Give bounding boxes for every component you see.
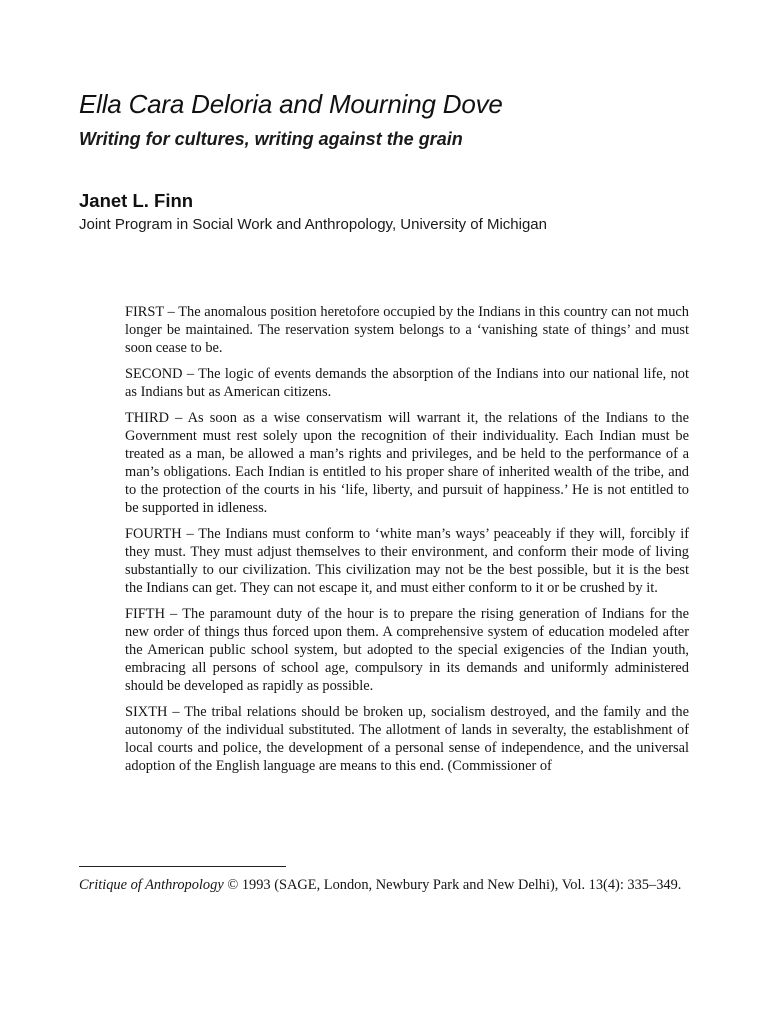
epigraph-paragraph-second: SECOND – The logic of events demands the absorption of the Indians into our national life, not as Indians but as American citizens.: [125, 366, 689, 400]
epigraph-paragraph-first: FIRST – The anomalous position heretofore occupied by the Indians in this country can not much longer be maintained. The reservation system belongs to a ‘vanishing state of things’ and must soon cease to be.: [125, 304, 689, 356]
epigraph-paragraph-third: THIRD – As soon as a wise conservatism will warrant it, the relations of the Indians to the Government must rest solely upon the recognition of their individuality. Each Indian must be treated as a man, be allowed a man’s rights and privileges, and be held to the performance of a man’s obligations. Each Indian is entitled to his proper share of inherited wealth of the tribe, and to the protection of the courts in his ‘life, liberty, and pursuit of happiness.’ He is not entitled to be supported in idleness.: [125, 410, 689, 516]
citation-footnote: [79, 876, 689, 894]
epigraph-quote: [125, 303, 689, 783]
epigraph-paragraph-fifth: FIFTH – The paramount duty of the hour is to prepare the rising generation of Indians for the new order of things thus forced upon them. A comprehensive system of education modeled after the American public school system, but adopted to the special exigencies of the Indian youth, embracing all persons of school age, compulsory in its demands and uniformly administered should be developed as rapidly as possible.: [125, 606, 689, 694]
epigraph-paragraph-sixth: SIXTH – The tribal relations should be broken up, socialism destroyed, and the family and the autonomy of the individual substituted. The allotment of lands in severalty, the establishment of local courts and police, the development of a personal sense of independence, and the universal adoption of the English language are means to this end. (Commissioner of: [125, 704, 689, 774]
article-subtitle: Writing for cultures, writing against the grain: [79, 129, 463, 149]
citation-details: © 1993 (SAGE, London, Newbury Park and New Delhi), Vol. 13(4): 335–349.: [223, 877, 682, 893]
author-affiliation: Joint Program in Social Work and Anthropology, University of Michigan: [79, 216, 547, 233]
article-title: Ella Cara Deloria and Mourning Dove: [79, 89, 503, 119]
journal-name: Critique of Anthropology: [79, 877, 224, 893]
footnote-divider: [79, 866, 286, 867]
epigraph-paragraph-fourth: FOURTH – The Indians must conform to ‘white man’s ways’ peaceably if they will, forcibly if they must. They must adjust themselves to their environment, and conform their mode of living substantially to our civilization. This civilization may not be the best possible, but it is the best the Indians can get. They can not escape it, and must either conform to it or be crushed by it.: [125, 526, 689, 596]
author-name: Janet L. Finn: [79, 190, 194, 211]
